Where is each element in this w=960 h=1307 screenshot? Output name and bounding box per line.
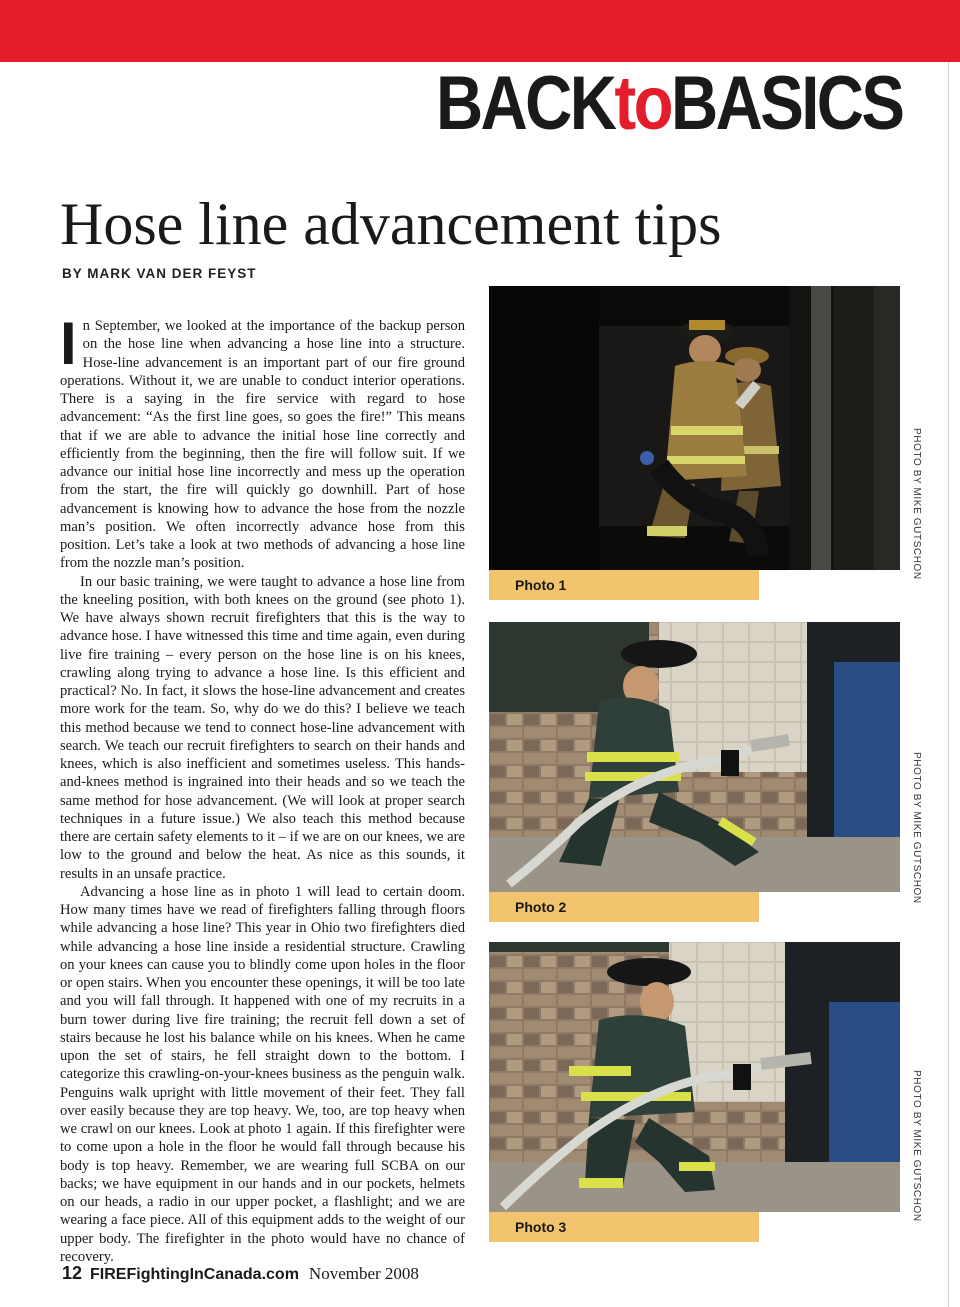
magazine-site: FIREFightingInCanada.com	[90, 1266, 299, 1283]
photo-2	[489, 622, 900, 892]
page-footer	[62, 1264, 419, 1283]
article-byline: BY MARK VAN DER FEYST	[62, 266, 257, 281]
section-title-back: BACK	[435, 61, 614, 146]
section-title	[435, 61, 902, 146]
photo-3-image	[489, 942, 900, 1212]
photo-1-caption: Photo 1	[489, 570, 759, 600]
photo-2-credit: PHOTO BY MIKE GUTSCHON	[911, 752, 922, 904]
section-title-basics: BASICS	[670, 61, 902, 146]
issue-date: November 2008	[308, 1264, 419, 1283]
photo-1	[489, 286, 900, 570]
photo-3-credit: PHOTO BY MIKE GUTSCHON	[911, 1070, 922, 1222]
article-paragraph-1	[60, 310, 465, 573]
article-paragraph-3: Advancing a hose line as in photo 1 will lead to certain doom. How many times have we read of firefighters falling through floors while advancing a hose line? This year in Ohio two firefighters died while advancing a hose line inside a residential structure. Crawling on your knees can cause you to blindly come upon holes in the floor or open stairs. When you encounter these openings, it will be too late and you will fall through. It happened with one of my recruits in a burn tower during live fire training; the recruit fell down a set of stairs because he lost his balance while on his knees. When he came upon the set of stairs, he fell straight down to the bottom. I categorize this crawling-on-your-knees business as the penguin walk. Penguins walk upright with little movement of their feet. They fall over easily because they are top heavy. We, too, are top heavy when we crawl on our knees. Look at photo 1 again. If this firefighter were to come upon a hole in the floor he would fall through because his body is top heavy. Remember, we are wearing full SCBA on our backs; we have equipment in our hands and in our pockets, helmets on our heads, a radio in our upper pocket, a flashlight; and we are wearing a face piece. All of this equipment adds to the weight of our upper body. The firefighter in the photo would have no chance of recovery.	[60, 883, 465, 1265]
page-number: 12	[62, 1263, 83, 1283]
page-edge-rule	[948, 62, 949, 1307]
photo-1-image	[489, 286, 900, 570]
drop-cap: I	[60, 310, 77, 377]
paragraph-1-text: n September, we looked at the importance of the backup person on the hose line when advancing a hose line into a structure. Hose-line advancement is an important part of our fire ground operations. Without it, we are unable to conduct interior operations. There is a saying in the fire service with regard to hose advancement: “As the first line goes, so goes the fire!” This means that if we are able to advance the initial hose line correctly and efficiently from the beginning, then the fire will follow suit. If we advance our initial hose line incorrectly and mess up the operation from the start, the fire will quickly go downhill. Part of hose advancement is knowing how to advance the hose from the nozzle man’s position. We often incorrectly advance hose from this position. Let’s take a look at two methods of advancing a hose line from the nozzle man’s position.	[60, 318, 465, 572]
article-paragraph-2: In our basic training, we were taught to advance a hose line from the kneeling position, with both knees on the ground (see photo 1). We have always shown recruit firefighters that this is the way to advance hose. I have witnessed this time and time again, even during live fire training – every person on the hose line is on his knees, crawling along trying to advance a hose line. Is this efficient and practical? No. In fact, it slows the hose-line advancement and creates more work for the team. So, why do we do this? I believe we teach this method because we tend to connect hose-line advancement with search. We teach our recruit firefighters to search on their hands and knees, which is also inefficient and sometimes useless. This hands-and-knees method is ingrained into their heads and so we teach the same method for hose advancement. (We will look at proper search techniques in a future issue.) We also teach this method because there are certain safety elements to it – if we are on our knees, we are low to the ground and below the heat. As nice as this sounds, it results in an unsafe practice.	[60, 573, 465, 882]
photo-1-credit: PHOTO BY MIKE GUTSCHON	[911, 428, 922, 580]
photo-3-caption: Photo 3	[489, 1212, 759, 1242]
photo-2-image	[489, 622, 900, 892]
article-body	[60, 310, 465, 1266]
photo-2-caption: Photo 2	[489, 892, 759, 922]
photo-3	[489, 942, 900, 1212]
top-red-banner	[0, 0, 960, 62]
section-title-to: to	[613, 61, 671, 146]
article-title: Hose line advancement tips	[60, 191, 722, 257]
